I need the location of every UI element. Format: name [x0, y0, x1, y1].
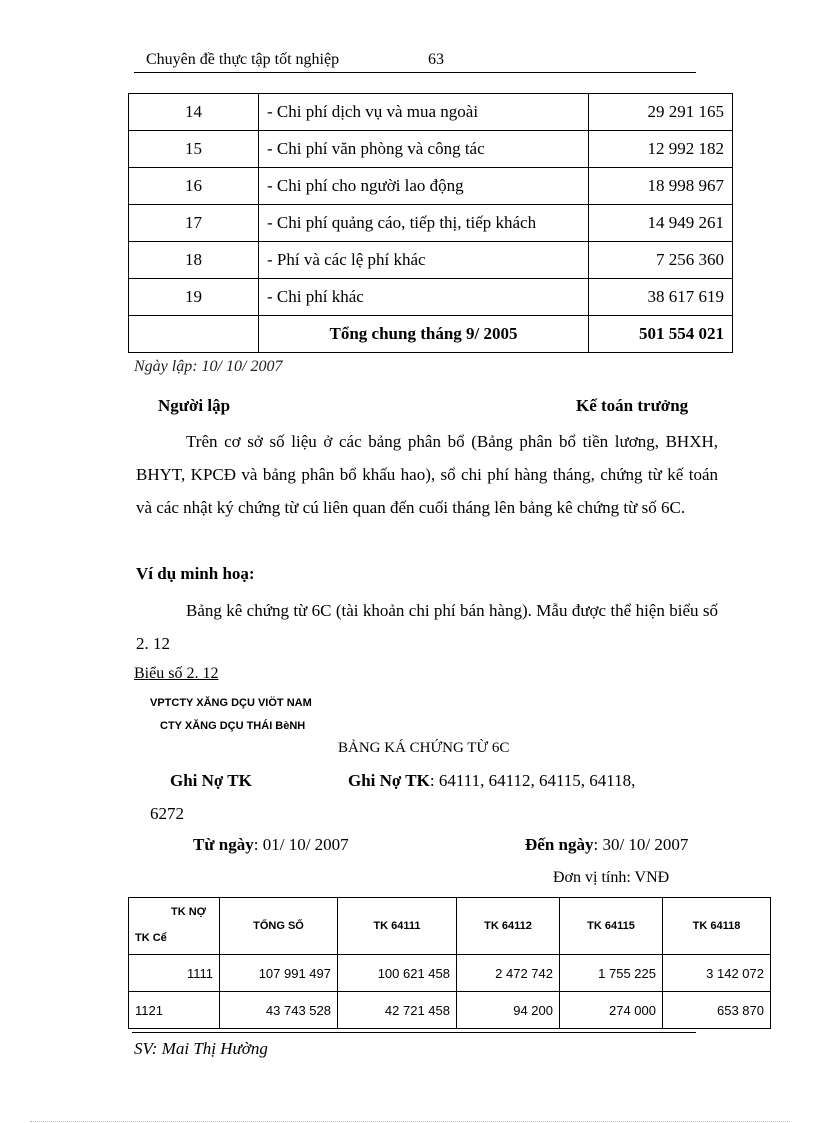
- debit-accounts-value: : 64111, 64112, 64115, 64118,: [429, 771, 636, 790]
- row-number: 16: [129, 168, 259, 205]
- table-row: [129, 131, 733, 168]
- column-header: TK 64111: [338, 898, 457, 955]
- row-amount: 7 256 360: [589, 242, 733, 279]
- expense-table: [128, 93, 733, 353]
- column-header: TK 64115: [560, 898, 663, 955]
- corner-debit-label: TK NỢ: [171, 906, 207, 918]
- value-cell: 107 991 497: [220, 955, 338, 992]
- value-cell: 42 721 458: [338, 992, 457, 1029]
- row-description: - Chi phí văn phòng và công tác: [259, 131, 589, 168]
- row-number: 18: [129, 242, 259, 279]
- currency-unit: Đơn vị tính: VNĐ: [553, 869, 670, 886]
- debit-accounts: [348, 771, 635, 791]
- row-description: - Phí và các lệ phí khác: [259, 242, 589, 279]
- debit-right-label: Ghi Nợ TK: [348, 771, 430, 790]
- table-header-row: [129, 898, 771, 955]
- example-heading: Ví dụ minh hoạ:: [136, 564, 255, 583]
- row-amount: 29 291 165: [589, 94, 733, 131]
- body-paragraph: Trên cơ sở số liệu ở các bảng phân bổ (Bảng phân bổ tiền lương, BHXH, BHYT, KPCĐ và bảng phân bổ khấu hao), sổ chi phí hàng tháng, chứng từ kế toán và các nhật ký chứng từ cú liên quan đến cuối tháng lên bảng kê chứng từ số 6C.: [136, 432, 718, 517]
- corner-credit-label: TK Cể: [135, 932, 167, 944]
- value-cell: 43 743 528: [220, 992, 338, 1029]
- example-paragraph: Bảng kê chứng từ 6C (tài khoản chi phí bán hàng). Mẫu được thể hiện biểu số 2. 12: [136, 601, 718, 653]
- document-title: Chuyên đề thực tập tốt nghiệp: [146, 51, 340, 68]
- table-row: [129, 205, 733, 242]
- total-label: Tổng chung tháng 9/ 2005: [259, 316, 589, 353]
- row-number: 17: [129, 205, 259, 242]
- period-to: [525, 835, 688, 855]
- page-number: 63: [428, 51, 444, 68]
- parent-organization: VPTCTY XĂNG DÇU VIÖT NAM: [150, 697, 312, 709]
- account-cell: 1121: [129, 992, 220, 1029]
- value-cell: 3 142 072: [663, 955, 771, 992]
- account-cell: 1111: [129, 955, 220, 992]
- value-cell: 274 000: [560, 992, 663, 1029]
- row-amount: 14 949 261: [589, 205, 733, 242]
- to-value: : 30/ 10/ 2007: [593, 835, 689, 854]
- table-row: [129, 279, 733, 316]
- total-row: [129, 316, 733, 353]
- row-number: 15: [129, 131, 259, 168]
- chief-accountant-signature-label: Kế toán trưởng: [576, 396, 689, 415]
- from-value: : 01/ 10/ 2007: [253, 835, 349, 854]
- row-amount: 12 992 182: [589, 131, 733, 168]
- sheet-title: BẢNG KÁ CHỨNG TỪ 6C: [338, 740, 510, 756]
- page-edge-divider: [30, 1121, 790, 1122]
- row-amount: 18 998 967: [589, 168, 733, 205]
- row-description: - Chi phí quảng cáo, tiếp thị, tiếp khách: [259, 205, 589, 242]
- figure-caption: Biểu số 2. 12: [134, 665, 219, 682]
- page-header: [134, 48, 696, 73]
- student-name: SV: Mai Thị Hường: [134, 1039, 268, 1058]
- row-description: - Chi phí khác: [259, 279, 589, 316]
- column-header: TK 64118: [663, 898, 771, 955]
- row-description: - Chi phí dịch vụ và mua ngoài: [259, 94, 589, 131]
- value-cell: 2 472 742: [457, 955, 560, 992]
- value-cell: 653 870: [663, 992, 771, 1029]
- period-from: [193, 835, 349, 855]
- table-row: [129, 242, 733, 279]
- empty-cell: [129, 316, 259, 353]
- preparer-signature-label: Người lập: [158, 396, 231, 415]
- column-header: TỔNG SỐ: [220, 898, 338, 955]
- row-amount: 38 617 619: [589, 279, 733, 316]
- table-row: [129, 94, 733, 131]
- date-line: Ngày lập: 10/ 10/ 2007: [134, 358, 283, 375]
- total-amount: 501 554 021: [589, 316, 733, 353]
- from-label: Từ ngày: [193, 835, 254, 854]
- row-description: - Chi phí cho người lao động: [259, 168, 589, 205]
- organization: CTY XĂNG DÇU THÁI BèNH: [160, 720, 306, 732]
- corner-header: [129, 898, 220, 955]
- table-row: [129, 955, 771, 992]
- to-label: Đến ngày: [525, 835, 594, 854]
- voucher-table: [128, 897, 771, 1029]
- table-row: [129, 992, 771, 1029]
- value-cell: 100 621 458: [338, 955, 457, 992]
- value-cell: 94 200: [457, 992, 560, 1029]
- debit-accounts-continuation: 6272: [150, 804, 184, 823]
- footer-rule-inner: [132, 1032, 696, 1033]
- value-cell: 1 755 225: [560, 955, 663, 992]
- debit-left-label: Ghi Nợ TK: [170, 771, 252, 790]
- column-header: TK 64112: [457, 898, 560, 955]
- row-number: 19: [129, 279, 259, 316]
- table-row: [129, 168, 733, 205]
- footer-rule: [132, 1028, 696, 1029]
- row-number: 14: [129, 94, 259, 131]
